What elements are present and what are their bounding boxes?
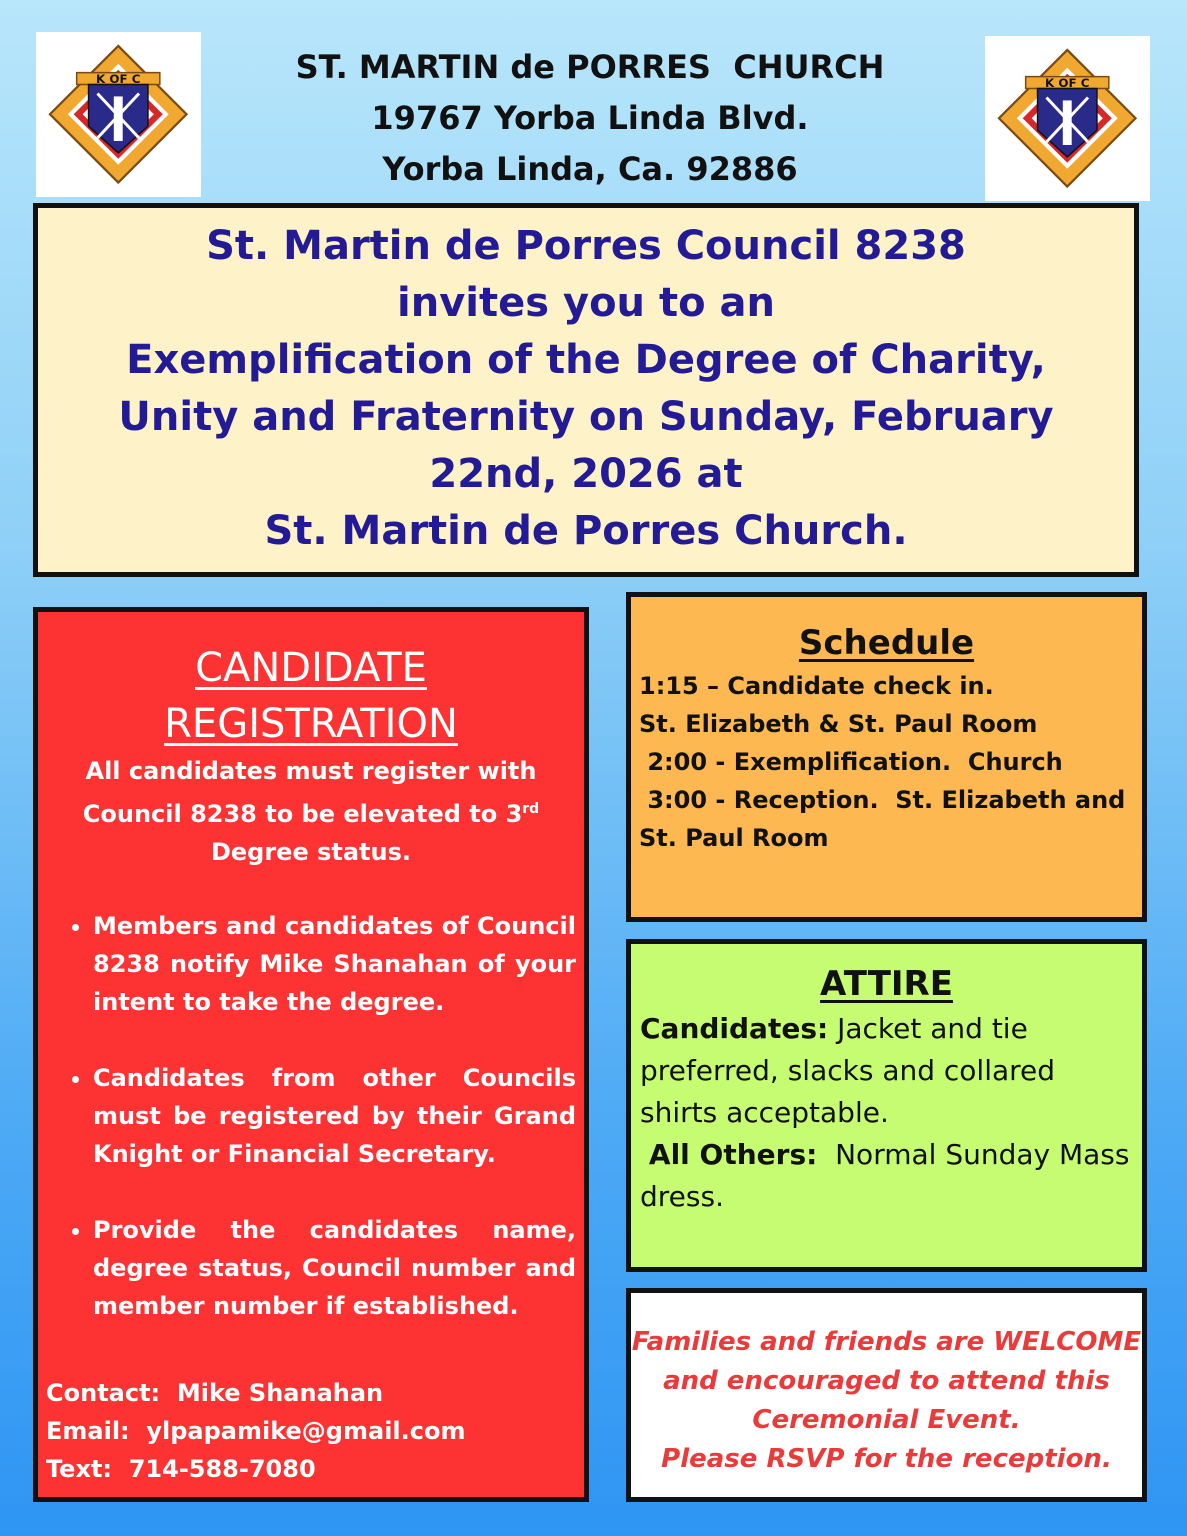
- schedule-list: [631, 667, 1142, 857]
- registration-requirements-list: [38, 907, 584, 1325]
- registration-title-line: CANDIDATE: [195, 645, 427, 691]
- invitation-line: invites you to an: [397, 280, 775, 326]
- schedule-item: 2:00 - Exemplification. Church: [639, 748, 1063, 776]
- invitation-line: 22nd, 2026 at: [429, 451, 743, 497]
- contact-email[interactable]: Email: ylpapamike@gmail.com: [46, 1417, 466, 1445]
- attire-others: [640, 1134, 1139, 1218]
- welcome-line: Please RSVP for the reception.: [661, 1444, 1112, 1474]
- candidate-registration-box: [33, 607, 589, 1502]
- attire-candidates: [640, 1008, 1134, 1134]
- welcome-line: Families and friends are WELCOME: [631, 1327, 1142, 1357]
- attire-others-text: Normal Sunday Mass dress.: [640, 1138, 1139, 1213]
- church-street: 19767 Yorba Linda Blvd.: [371, 99, 809, 137]
- welcome-line: Ceremonial Event.: [752, 1405, 1021, 1435]
- kofc-logo-right: [985, 36, 1150, 201]
- schedule-box: [626, 592, 1147, 922]
- church-header: [220, 42, 960, 195]
- invitation-line: Exemplification of the Degree of Charity,: [126, 337, 1046, 383]
- list-item: • Candidates from other Councils must be registered by their Grand Knight or Financial Secretary.: [93, 1059, 576, 1173]
- intro-text-end: Degree status.: [210, 838, 412, 866]
- knights-of-columbus-emblem-icon: [44, 40, 193, 189]
- contact-info: [46, 1374, 465, 1488]
- attire-candidates-label: Candidates:: [640, 1012, 829, 1045]
- attire-candidates-text: Jacket and tie preferred, slacks and collared shirts acceptable.: [640, 1012, 1056, 1129]
- schedule-item: 3:00 - Reception. St. Elizabeth and: [639, 786, 1126, 814]
- attire-others-label: All Others:: [648, 1138, 818, 1171]
- registration-title-line: REGISTRATION: [164, 701, 458, 747]
- knights-of-columbus-emblem-icon: [993, 44, 1142, 193]
- church-city: Yorba Linda, Ca. 92886: [382, 150, 798, 188]
- church-name: ST. MARTIN de PORRES CHURCH: [295, 48, 885, 86]
- contact-phone[interactable]: Text: 714-588-7080: [46, 1455, 316, 1483]
- invitation-line: Unity and Fraternity on Sunday, February: [118, 394, 1054, 440]
- attire-title: ATTIRE: [820, 964, 953, 1004]
- invitation-box: [33, 203, 1139, 577]
- attire-box: [626, 939, 1147, 1272]
- intro-text: All candidates must register with Council 8238 to be elevated to 3: [82, 757, 537, 828]
- schedule-item: St. Paul Room: [639, 824, 829, 852]
- registration-intro: [38, 752, 584, 871]
- contact-name: Contact: Mike Shanahan: [46, 1379, 384, 1407]
- attire-body: [631, 1008, 1142, 1218]
- svg-text:K OF C: K OF C: [96, 72, 141, 87]
- registration-title: [38, 640, 584, 752]
- kofc-logo-left: [36, 32, 201, 197]
- list-item: • Provide the candidates name, degree status, Council number and member number if established.: [93, 1211, 576, 1325]
- welcome-line: and encouraged to attend this: [663, 1366, 1110, 1396]
- welcome-box: [626, 1288, 1147, 1502]
- schedule-title: Schedule: [798, 623, 975, 663]
- invitation-line: St. Martin de Porres Church.: [264, 508, 908, 554]
- intro-superscript: rd: [522, 801, 540, 817]
- svg-text:K OF C: K OF C: [1045, 76, 1090, 91]
- list-item: • Members and candidates of Council 8238 notify Mike Shanahan of your intent to take the degree.: [93, 907, 576, 1021]
- invitation-line: St. Martin de Porres Council 8238: [206, 223, 966, 269]
- schedule-item: St. Elizabeth & St. Paul Room: [639, 710, 1038, 738]
- schedule-item: 1:15 – Candidate check in.: [639, 672, 994, 700]
